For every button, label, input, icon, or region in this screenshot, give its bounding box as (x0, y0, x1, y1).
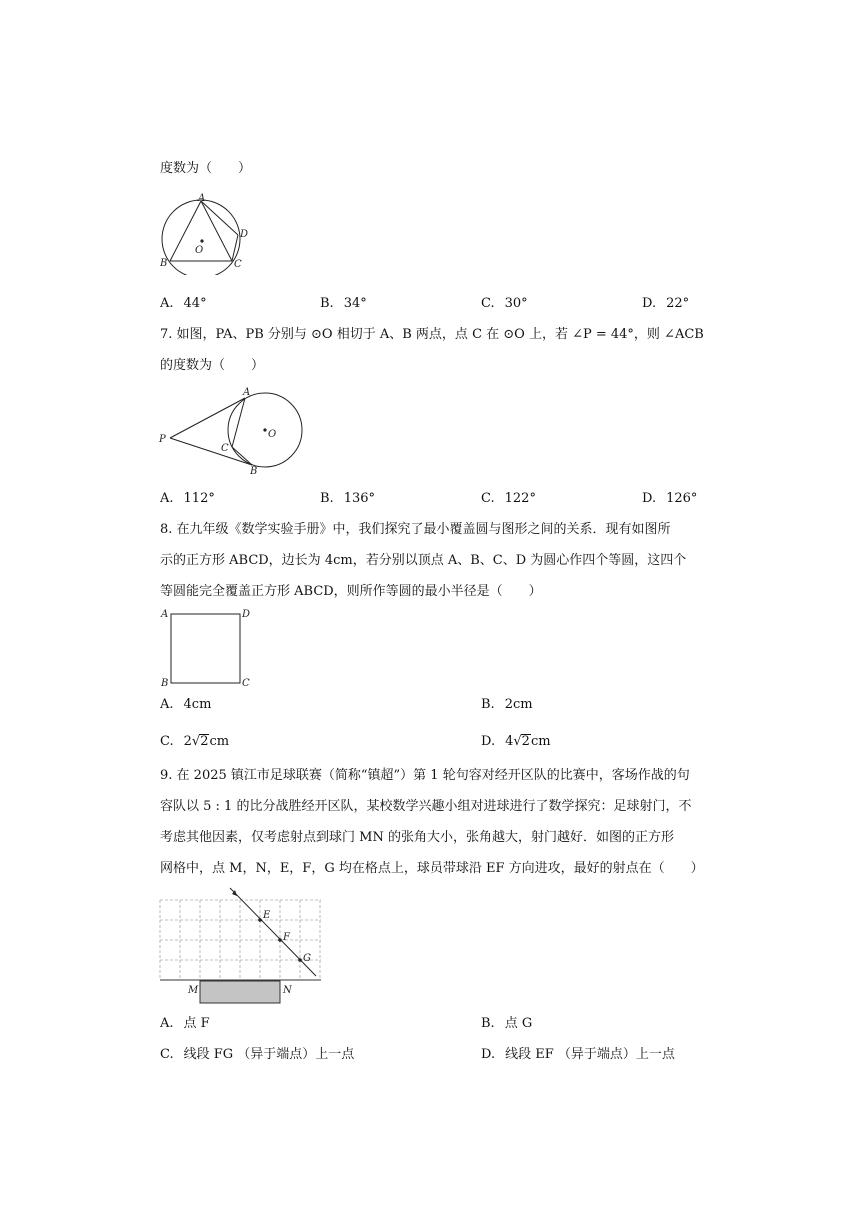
q7-label-O: O (268, 429, 277, 440)
q7-option-a[interactable]: A. 112° (160, 491, 215, 506)
q7-label-P: P (159, 434, 166, 445)
q6-option-c[interactable]: C. 30° (481, 296, 528, 311)
q7-stem-line1: 7. 如图，PA、PB 分别与 ⊙O 相切于 A、B 两点，点 C 在 ⊙O 上，若 ∠P = 44°，则 ∠ACB (160, 327, 704, 342)
q8-stem-line3: 等圆能完全覆盖正方形 ABCD，则所作等圆的最小半径是（ ） (160, 584, 542, 599)
q8-option-d[interactable]: D. 4√2cm (481, 734, 551, 749)
q8-stem-line2: 示的正方形 ABCD，边长为 4cm，若分别以顶点 A、B、C、D 为圆心作四个等圆，这四个 (160, 553, 687, 568)
q6-label-B: B (160, 258, 168, 269)
q7-option-b[interactable]: B. 136° (320, 491, 376, 506)
q8-option-b[interactable]: B. 2cm (481, 697, 533, 712)
q6-option-d[interactable]: D. 22° (642, 296, 690, 311)
q9-option-b[interactable]: B. 点 G (481, 1016, 533, 1031)
q8-stem-line1: 8. 在九年级《数学实验手册》中，我们探究了最小覆盖圆与图形之间的关系．现有如图所 (160, 522, 671, 537)
q9-stem-line1: 9. 在 2025 镇江市足球联赛（简称“镇超”）第 1 轮句容对经开区队的比赛中，客场作战的句 (160, 768, 690, 783)
q6-label-A: A (198, 193, 206, 204)
sqrt-sign: √ (513, 734, 522, 749)
q7-stem-line2: 的度数为（ ） (160, 358, 265, 373)
q8-label-A: A (161, 609, 169, 620)
q7-label-C: C (221, 443, 229, 454)
q8-option-a[interactable]: A. 4cm (160, 697, 212, 712)
q9-label-N: N (283, 985, 292, 996)
q7-label-A: A (243, 387, 251, 398)
q9-figure (155, 885, 330, 1010)
q6-figure (155, 193, 255, 275)
q8-label-D: D (242, 609, 251, 620)
q6-option-a[interactable]: A. 44° (160, 296, 207, 311)
q6-label-C: C (234, 259, 242, 270)
q9-stem-line2: 容队以 5 : 1 的比分战胜经开区队，某校数学兴趣小组对进球进行了数学探究：足球射门，不 (160, 799, 692, 814)
sqrt-sign: √ (191, 734, 201, 749)
q9-label-M: M (188, 985, 199, 996)
q9-stem-line3: 考虑其他因素，仅考虑射点到球门 MN 的张角大小，张角越大，射门越好．如图的正方形 (160, 830, 674, 845)
q7-option-c[interactable]: C. 122° (481, 491, 536, 506)
q6-option-b[interactable]: B. 34° (320, 296, 367, 311)
q9-option-d[interactable]: D. 线段 EF （异于端点）上一点 (481, 1047, 675, 1062)
q6-stem-tail: 度数为（ ） (160, 161, 252, 176)
q9-stem-line4: 网格中，点 M，N，E，F，G 均在格点上，球员带球沿 EF 方向进攻，最好的射点在（ ） (160, 861, 704, 876)
q8-option-c[interactable]: C. 2√2cm (160, 734, 230, 749)
q7-label-B: B (250, 466, 258, 475)
q7-option-d[interactable]: D. 126° (642, 491, 698, 506)
q9-option-c[interactable]: C. 线段 FG （异于端点）上一点 (160, 1047, 355, 1062)
q8-label-C: C (242, 678, 250, 688)
q6-label-O: O (195, 245, 204, 256)
q9-option-a[interactable]: A. 点 F (160, 1016, 210, 1031)
q6-label-D: D (240, 229, 249, 240)
q9-label-G: G (303, 953, 311, 964)
q9-label-F: F (283, 932, 290, 943)
q7-figure (155, 383, 310, 475)
q8-label-B: B (161, 678, 169, 688)
q9-label-E: E (263, 910, 271, 921)
q8-figure (158, 606, 258, 688)
